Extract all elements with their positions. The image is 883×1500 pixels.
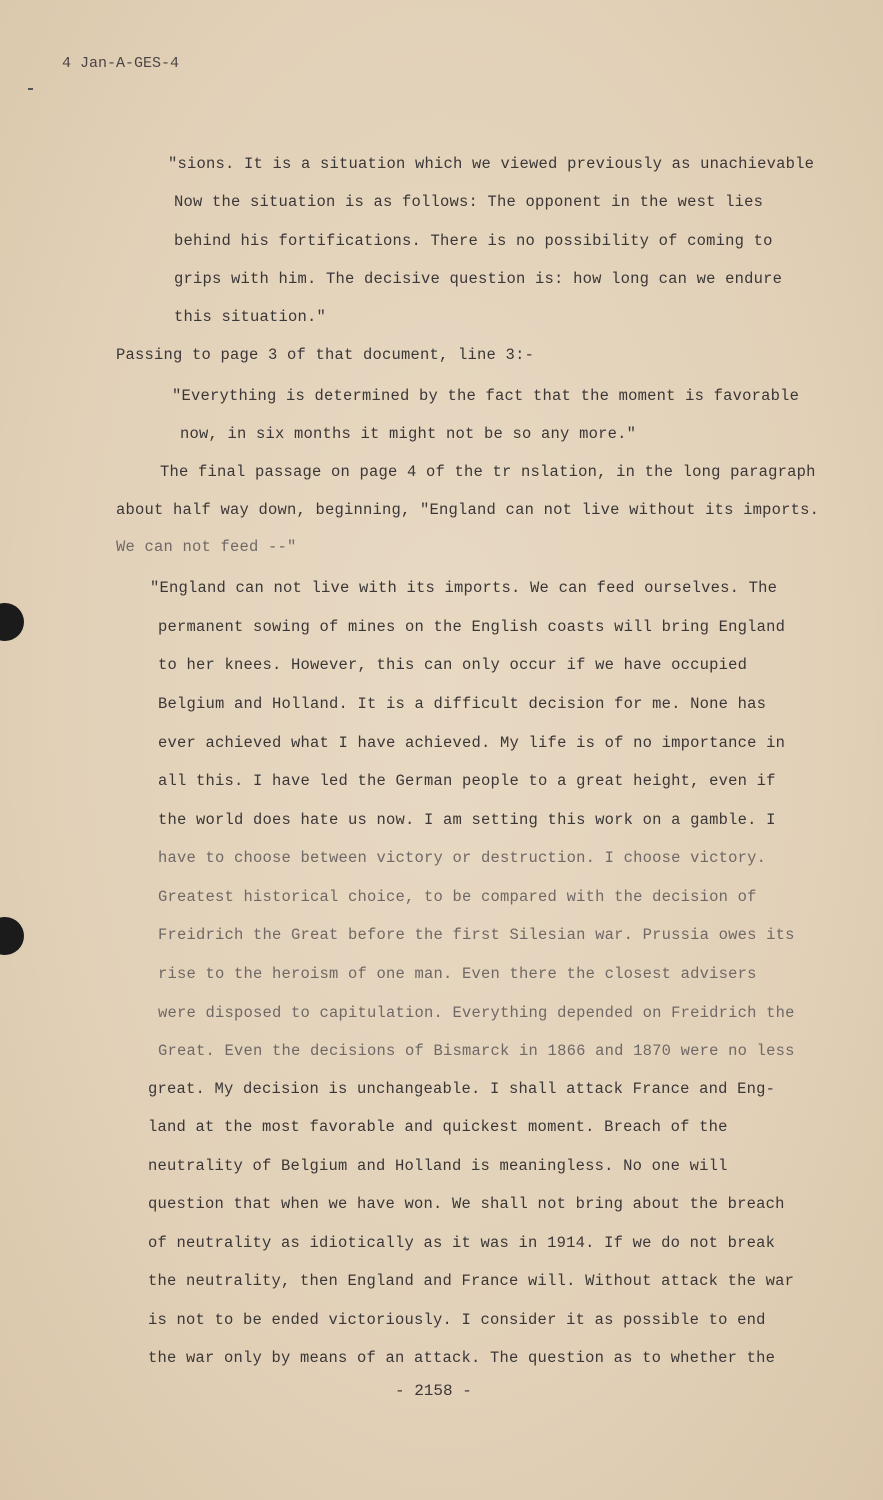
text-line: now, in six months it might not be so any more." xyxy=(180,425,637,443)
text-line: ever achieved what I have achieved. My life is of no importance in xyxy=(158,734,786,752)
text-line: have to choose between victory or destruction. I choose victory. xyxy=(158,849,767,867)
text-line: The final passage on page 4 of the tr nslation, in the long paragraph xyxy=(160,463,816,481)
text-line: all this. I have led the German people to a great height, even if xyxy=(158,772,776,790)
text-line: the war only by means of an attack. The question as to whether the xyxy=(148,1349,776,1367)
margin-mark xyxy=(28,88,33,90)
text-line: were disposed to capitulation. Everything depended on Freidrich the xyxy=(158,1004,795,1022)
text-line: We can not feed --" xyxy=(116,538,297,556)
text-line: Freidrich the Great before the first Silesian war. Prussia owes its xyxy=(158,926,795,944)
text-line: Now the situation is as follows: The opponent in the west lies xyxy=(174,193,764,211)
text-line: "sions. It is a situation which we viewed previously as unachievable xyxy=(168,155,815,173)
text-line: land at the most favorable and quickest moment. Breach of the xyxy=(148,1118,728,1136)
text-line: grips with him. The decisive question is: how long can we endure xyxy=(174,270,783,288)
text-line: is not to be ended victoriously. I consider it as possible to end xyxy=(148,1311,766,1329)
text-line: the world does hate us now. I am setting this work on a gamble. I xyxy=(158,811,776,829)
punch-hole-icon xyxy=(0,603,24,641)
page-number: - 2158 - xyxy=(395,1382,472,1400)
text-line: permanent sowing of mines on the English coasts will bring England xyxy=(158,618,786,636)
text-line: about half way down, beginning, "England can not live without its imports. xyxy=(116,501,820,519)
text-line: neutrality of Belgium and Holland is meaningless. No one will xyxy=(148,1157,728,1175)
text-line: question that when we have won. We shall not bring about the breach xyxy=(148,1195,785,1213)
text-line: rise to the heroism of one man. Even there the closest advisers xyxy=(158,965,757,983)
text-line: Great. Even the decisions of Bismarck in 1866 and 1870 were no less xyxy=(158,1042,795,1060)
text-line: the neutrality, then England and France will. Without attack the war xyxy=(148,1272,795,1290)
text-line: great. My decision is unchangeable. I shall attack France and Eng- xyxy=(148,1080,776,1098)
text-line: "Everything is determined by the fact that the moment is favorable xyxy=(172,387,800,405)
text-line: of neutrality as idiotically as it was in 1914. If we do not break xyxy=(148,1234,776,1252)
text-line: Passing to page 3 of that document, line 3:- xyxy=(116,346,535,364)
text-line: Belgium and Holland. It is a difficult decision for me. None has xyxy=(158,695,767,713)
document-reference: 4 Jan-A-GES-4 xyxy=(62,55,180,72)
text-line: Greatest historical choice, to be compared with the decision of xyxy=(158,888,757,906)
text-line: behind his fortifications. There is no possibility of coming to xyxy=(174,232,773,250)
text-line: this situation." xyxy=(174,308,327,326)
punch-hole-icon xyxy=(0,917,24,955)
text-line: "England can not live with its imports. We can feed ourselves. The xyxy=(150,579,778,597)
text-line: to her knees. However, this can only occur if we have occupied xyxy=(158,656,748,674)
